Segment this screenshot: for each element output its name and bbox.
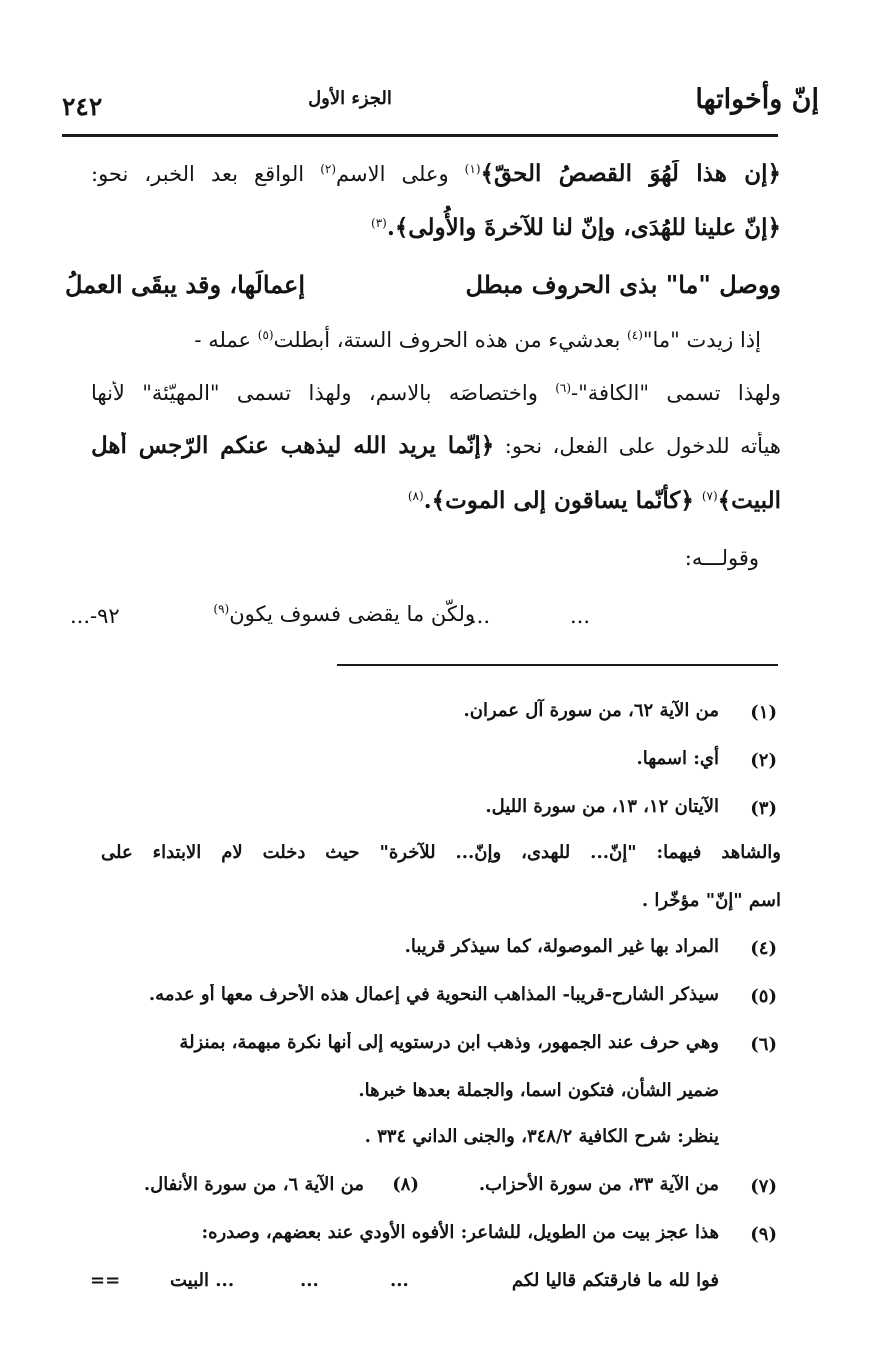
verse-ellipsis: ... — [390, 1270, 409, 1291]
text-run: واختصاصَه بالاسم، ولهذا تسمى "المهيّئة" لأنها — [91, 381, 556, 405]
footnote-text: أي: اسمها. — [636, 748, 719, 769]
footnote-ref: (٦) — [555, 381, 572, 395]
chapter-title: إنّ وأخواتها — [695, 84, 819, 115]
footnote-text: من الآية ٦، من سورة الأنفال. — [143, 1174, 364, 1195]
text-run: الواقع بعد الخبر، نحو: — [91, 162, 321, 186]
body-line-2 — [371, 214, 781, 241]
verse-first-hemistich: ووصل "ما" بذى الحروف مبطل — [465, 270, 781, 299]
footnote-ref: (٥) — [257, 328, 274, 342]
footnote-ref: (٩) — [213, 602, 230, 616]
footnote-number: (٩) — [750, 1224, 777, 1245]
poem-text: ولكّن ما يقضى فسوف يكون$^{(٩)}$ — [213, 602, 475, 626]
volume-title: الجزء الأول — [308, 88, 392, 109]
footnote-number: (٣) — [750, 798, 777, 819]
footnote-text: من الآية ٣٣، من سورة الأحزاب. — [478, 1174, 719, 1195]
footnote-number: (٧) — [750, 1176, 777, 1197]
body-line-1 — [91, 160, 781, 187]
body-line-6 — [408, 487, 781, 514]
body-line-5 — [91, 432, 781, 459]
footnote-ref: (١) — [464, 162, 481, 176]
text-run: وعلى الاسم — [336, 162, 465, 186]
footnote-number: (٢) — [750, 750, 777, 771]
footnote-text: ضمير الشأن، فتكون اسما، والجملة بعدها خبرها. — [358, 1080, 719, 1101]
body-line-4 — [91, 381, 781, 405]
text-run: بعدشيء من هذه الحروف الستة، أبطلت — [273, 328, 628, 352]
quran-quote: البيت﴾ — [717, 487, 781, 514]
page-number: ٢٤٢ — [62, 92, 103, 121]
footnote-number: (٤) — [750, 938, 777, 959]
footnote-verse: فوا لله ما فارقتكم قاليا لكم — [511, 1270, 719, 1291]
verse-second-hemistich: إعمالَها، وقد يبقَى العملُ — [65, 270, 306, 299]
footnote-ref: (٣) — [371, 216, 387, 230]
footnote-text: سيذكر الشارح-قريبا- المذاهب النحوية في إعمال هذه الأحرف معها أو عدمه. — [148, 984, 719, 1005]
poem-number: ٩٢-... — [70, 604, 120, 628]
text-run: ولهذا تسمى "الكافة"- — [571, 381, 781, 405]
footnote-ref: (٢) — [320, 162, 337, 176]
footnote-text: والشاهد فيهما: "إنّ... للهدى، وإنّ... للآخرة" حيث دخلت لام الابتداء على — [101, 842, 781, 863]
footnote-ref: (٨) — [407, 489, 424, 503]
footnote-ref: (٤) — [627, 328, 643, 342]
verse-ellipsis: ... — [300, 1270, 319, 1291]
footnote-text: الآيتان ١٢، ١٣، من سورة الليل. — [485, 796, 719, 817]
footnote-text: اسم "إنّ" مؤخّرا . — [641, 890, 781, 911]
poem-ellipsis: ... — [570, 604, 591, 628]
text-run: إذا زيدت "ما" — [642, 328, 761, 352]
quran-quote: ﴿إن هذا لَهُوَ القصصُ الحقّ﴾ — [480, 160, 781, 187]
footnote-text: المراد بها غير الموصولة، كما سيذكر قريبا. — [404, 936, 719, 957]
footnote-text: هذا عجز بيت من الطويل، للشاعر: الأفوه الأودي عند بعضهم، وصدره: — [201, 1222, 719, 1243]
continuation-mark: == — [90, 1270, 121, 1291]
footnote-rule — [337, 664, 778, 666]
footnote-number: (٦) — [750, 1034, 777, 1055]
footnote-number: (٨) — [392, 1174, 419, 1195]
verse-ellipsis: ... البيت — [170, 1270, 235, 1291]
qawluhu-label: وقولـــه: — [684, 546, 759, 570]
text-run: عمله - — [194, 328, 258, 352]
footnote-number: (٥) — [750, 986, 777, 1007]
header-rule — [62, 134, 778, 137]
quran-quote: ﴿إنّما يريد الله ليذهب عنكم الرّجس أهل — [91, 432, 495, 459]
footnote-text: من الآية ٦٢، من سورة آل عمران. — [463, 700, 719, 721]
poem-ellipsis: ... — [470, 604, 491, 628]
text-run: هيأته للدخول على الفعل، نحو: — [494, 434, 781, 458]
footnote-text: ينظر: شرح الكافية ٣٤٨/٢، والجنى الداني ٣٣٤ . — [364, 1126, 719, 1147]
footnote-ref: (٧) — [701, 489, 718, 503]
footnote-text: وهي حرف عند الجمهور، وذهب ابن درستويه إلى أنها نكرة مبهمة، بمنزلة — [179, 1032, 719, 1053]
footnote-number: (١) — [750, 702, 777, 723]
body-line-3 — [91, 328, 761, 352]
quran-quote: ﴿إنّ علينا للهُدَى، وإنّ لنا للآخرةَ والأُولى﴾. — [386, 214, 781, 241]
quran-quote: ﴿كأنّما يساقون إلى الموت﴾. — [423, 487, 702, 514]
